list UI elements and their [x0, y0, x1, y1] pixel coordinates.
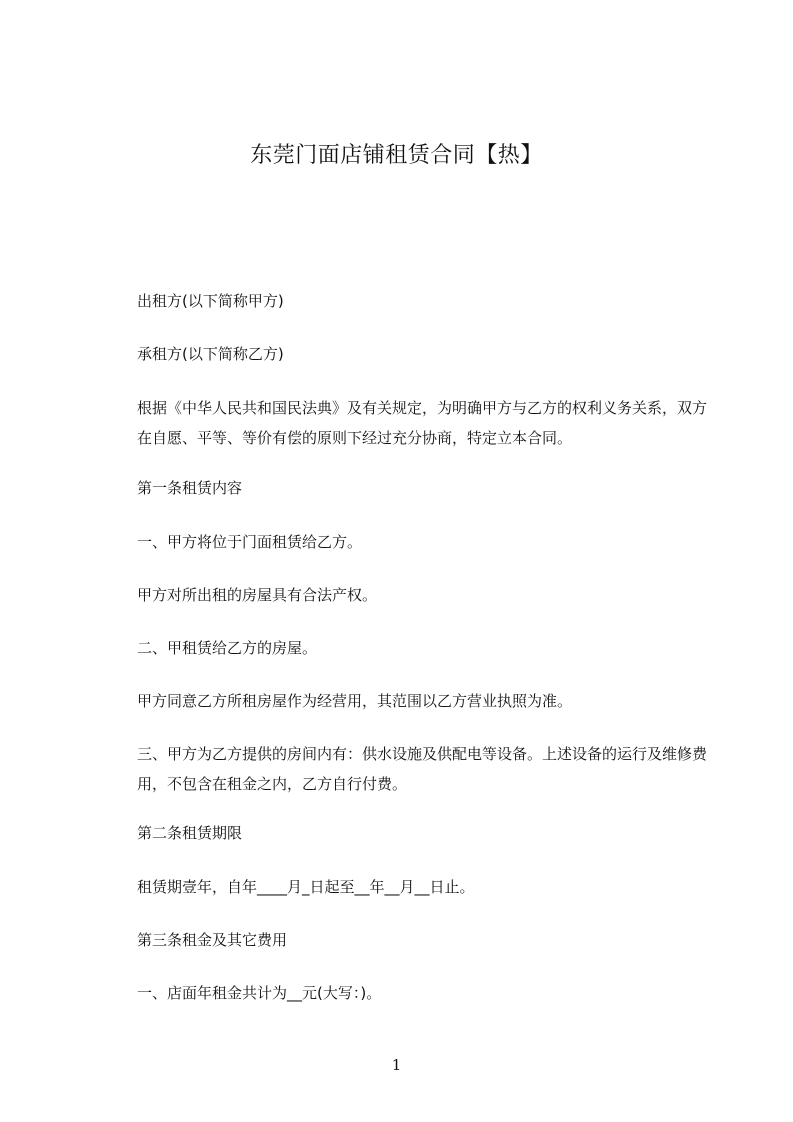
page-number: 1: [391, 1056, 402, 1074]
paragraph-clause-1-1: 一、甲方将位于门面租赁给乙方。: [137, 533, 363, 551]
paragraph-lessee: 承租方(以下简称乙方): [137, 345, 284, 363]
paragraph-property-right: 甲方对所出租的房屋具有合法产权。: [137, 586, 378, 604]
heading-article-2: 第二条租赁期限: [137, 824, 243, 842]
paragraph-clause-1-2: 二、甲租赁给乙方的房屋。: [137, 639, 318, 657]
paragraph-lessor: 出租方(以下简称甲方): [137, 292, 284, 310]
paragraph-preamble: 根据《中华人民共和国民法典》及有关规定，为明确甲方与乙方的权利义务关系，双方在自愿、平等、等价有偿的原则下经过充分协商，特定立本合同。: [137, 399, 708, 447]
paragraph-usage: 甲方同意乙方所租房屋作为经营用，其范围以乙方营业执照为准。: [137, 692, 573, 710]
heading-article-3: 第三条租金及其它费用: [137, 931, 288, 949]
paragraph-clause-1-3: 三、甲方为乙方提供的房间内有：供水设施及供配电等设备。上述设备的运行及维修费用，不包含在租金之内，乙方自行付费。: [137, 745, 708, 793]
heading-article-1: 第一条租赁内容: [137, 479, 243, 497]
paragraph-annual-rent: 一、店面年租金共计为__元(大写：)。: [137, 984, 382, 1002]
document-title: 东莞门面店铺租赁合同【热】: [250, 143, 543, 168]
paragraph-lease-term: 租赁期壹年，自年____月_日起至__年__月__日止。: [137, 878, 475, 896]
